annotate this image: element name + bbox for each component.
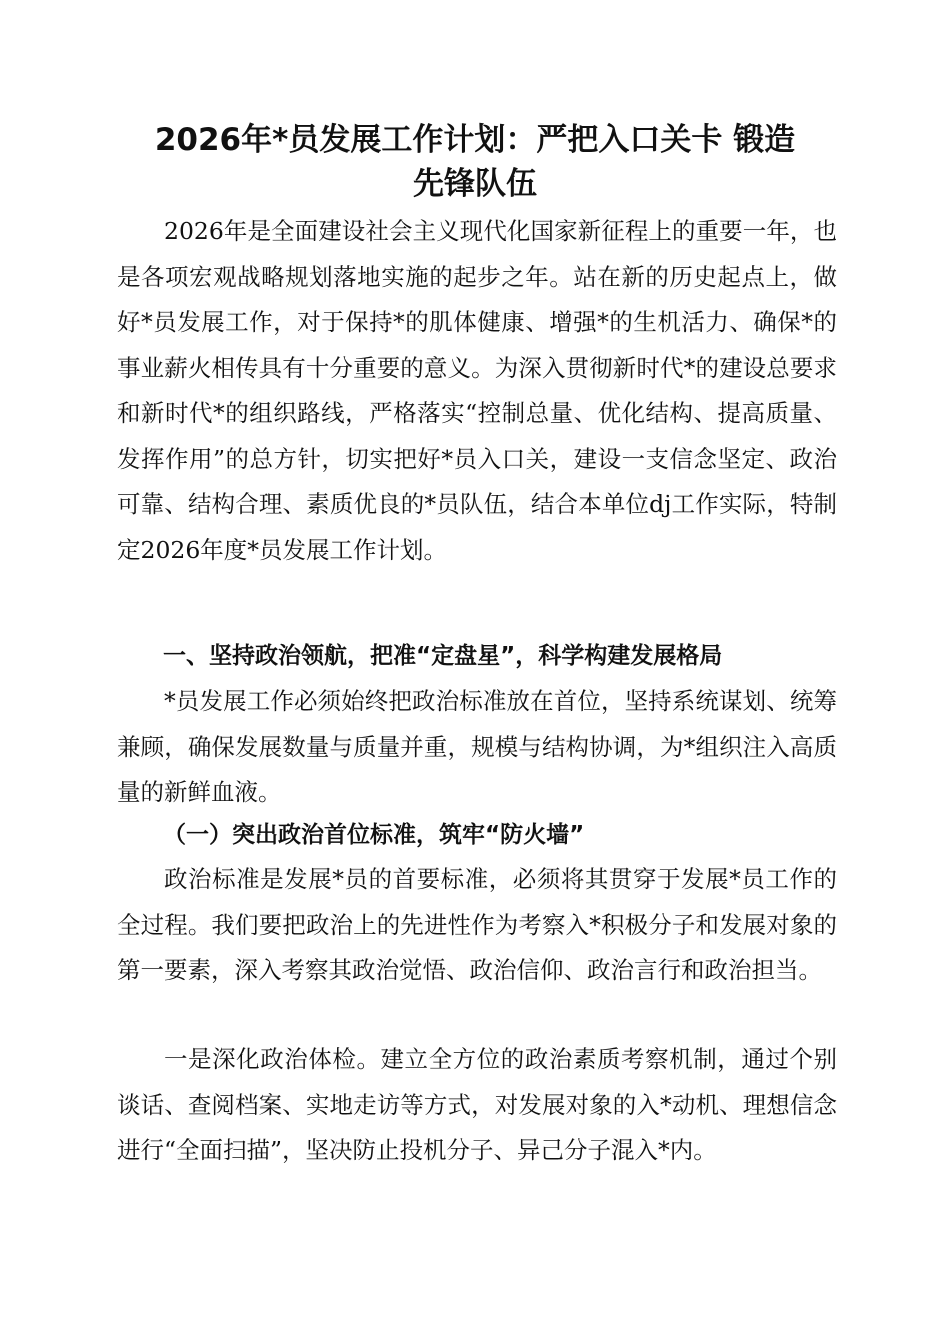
- subsection-1-body: [117, 857, 837, 994]
- subsection-1-paragraph-2: 一是深化政治体检。建立全方位的政治素质考察机制，通过个别谈话、查阅档案、实地走访等方式，对发展对象的入*动机、理想信念进行“全面扫描”，坚决防止投机分子、异己分子混入*内。: [117, 1045, 837, 1164]
- section-1-heading-block: [117, 634, 837, 680]
- subsection-1-body-2: [117, 1037, 837, 1174]
- section-1-heading: 一、坚持政治领航，把准“定盘星”，科学构建发展格局: [163, 643, 723, 669]
- section-1-body: [117, 679, 837, 816]
- subsection-1-heading-block: [117, 813, 837, 859]
- subsection-1-heading: （一）突出政治首位标准，筑牢“防火墙”: [163, 822, 585, 848]
- intro-section: [117, 209, 837, 573]
- section-1-paragraph: *员发展工作必须始终把政治标准放在首位，坚持系统谋划、统筹兼顾，确保发展数量与质量并重，规模与结构协调，为*组织注入高质量的新鲜血液。: [117, 687, 837, 806]
- intro-paragraph: 2026年是全面建设社会主义现代化国家新征程上的重要一年，也是各项宏观战略规划落地实施的起步之年。站在新的历史起点上，做好*员发展工作，对于保持*的肌体健康、增强*的生机活力、确保*的事业薪火相传具有十分重要的意义。为深入贯彻新时代*的建设总要求和新时代*的组织路线，严格落实“控制总量、优化结构、提高质量、发挥作用”的总方针，切实把好*员入口关，建设一支信念坚定、政治可靠、结构合理、素质优良的*员队伍，结合本单位dj工作实际，特制定2026年度*员发展工作计划。: [117, 217, 837, 564]
- document-title-line-2: 先锋队伍: [413, 166, 537, 202]
- document-title-line-1: 2026年*员发展工作计划：严把入口关卡 锻造: [154, 122, 796, 158]
- subsection-1-paragraph-1: 政治标准是发展*员的首要标准，必须将其贯穿于发展*员工作的全过程。我们要把政治上的先进性作为考察入*积极分子和发展对象的第一要素，深入考察其政治觉悟、政治信仰、政治言行和政治担当。: [117, 865, 837, 984]
